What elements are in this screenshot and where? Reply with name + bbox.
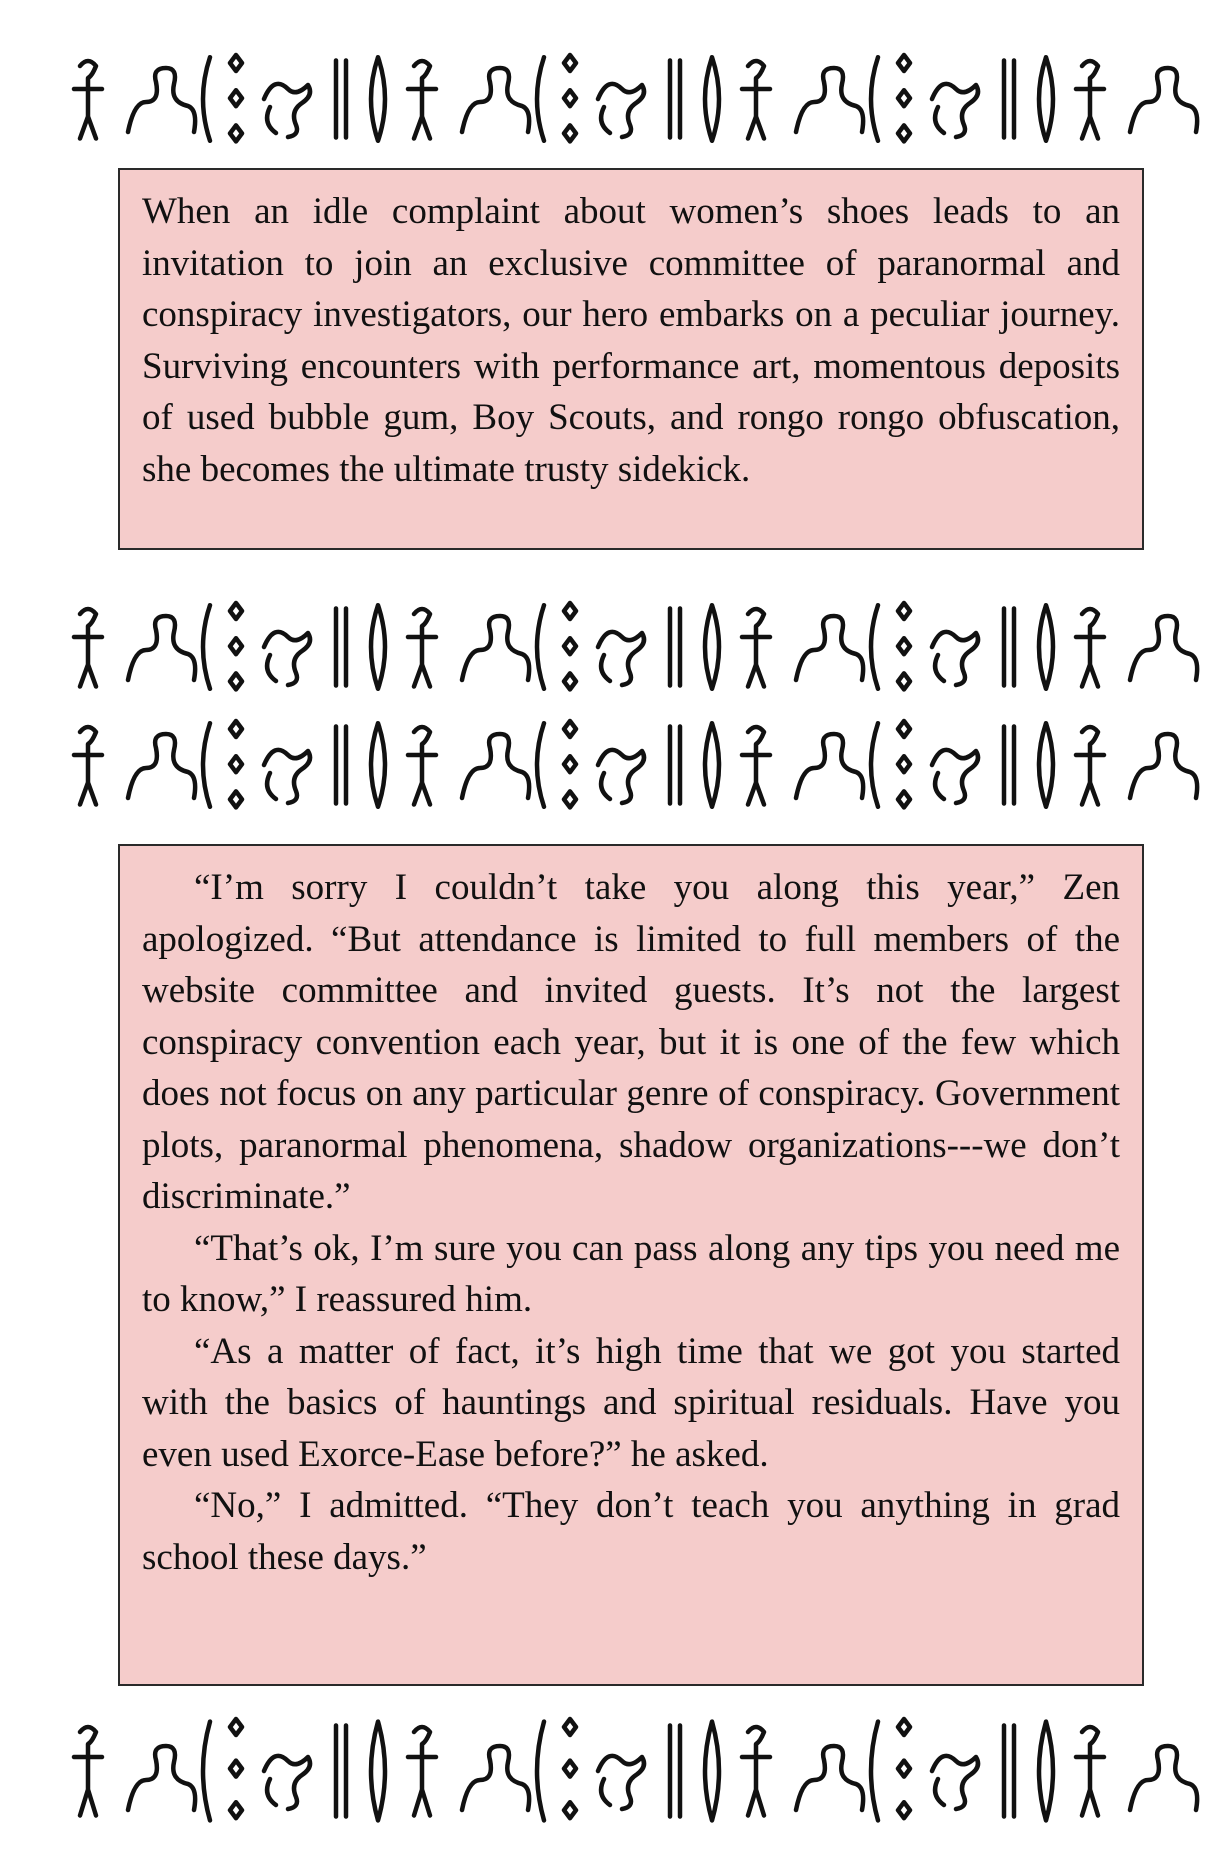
rongorongo-glyph-icon xyxy=(742,727,770,805)
rongorongo-glyph-icon xyxy=(203,605,210,689)
rongorongo-glyph-icon xyxy=(371,57,385,141)
rongorongo-glyph-icon xyxy=(462,734,529,798)
excerpt-paragraph: “I’m sorry I couldn’t take you along this year,” Zen apologized. “But attendance is limited to full members of the website committee and invited guests. It’s not the largest conspiracy convention each year, but it is one of the few which does not focus on any particular genre of conspiracy. Government plots, paranormal phenomena, shadow organizations---we don’t discriminate.” xyxy=(142,867,1120,1217)
rongorongo-glyph-icon xyxy=(128,616,195,680)
rongorongo-glyph-icon xyxy=(598,750,644,803)
rongorongo-glyph-icon xyxy=(1076,609,1104,687)
rongorongo-glyph-icon xyxy=(74,727,102,805)
rongorongo-glyph-icon xyxy=(932,84,978,137)
rongorongo-glyph-row-bottom xyxy=(0,1706,1224,1836)
rongorongo-glyph-icon xyxy=(670,727,680,804)
glyph-row-middle-1-svg xyxy=(0,592,1224,702)
rongorongo-glyph-icon xyxy=(74,609,102,687)
rongorongo-glyph-icon xyxy=(932,632,978,685)
rongorongo-glyph-icon xyxy=(1076,1727,1104,1816)
rongorongo-glyph-row-middle-2 xyxy=(0,710,1224,820)
rongorongo-glyph-icon xyxy=(1130,616,1197,680)
rongorongo-glyph-icon xyxy=(1004,1726,1014,1817)
glyph-row-top-svg xyxy=(0,44,1224,154)
rongorongo-glyph-icon xyxy=(230,1719,242,1818)
rongorongo-glyph-icon xyxy=(371,605,385,689)
rongorongo-glyph-icon xyxy=(1004,609,1014,686)
rongorongo-glyph-icon xyxy=(705,1722,719,1821)
blurb-box xyxy=(118,168,1144,550)
rongorongo-glyph-icon xyxy=(1004,61,1014,138)
rongorongo-glyph-icon xyxy=(408,609,436,687)
rongorongo-glyph-icon xyxy=(796,68,863,132)
rongorongo-glyph-icon xyxy=(408,1727,436,1816)
rongorongo-glyph-icon xyxy=(871,605,878,689)
rongorongo-glyph-icon xyxy=(1130,1746,1197,1810)
rongorongo-glyph-icon xyxy=(932,1756,978,1809)
excerpt-paragraph: “As a matter of fact, it’s high time that we got you started with the basics of hauntings and spiritual residuals. Have you even used Exorce-Ease before?” he asked. xyxy=(142,1330,1120,1475)
rongorongo-glyph-icon xyxy=(371,1722,385,1821)
rongorongo-glyph-icon xyxy=(898,55,910,141)
excerpt-paragraph: “That’s ok, I’m sure you can pass along any tips you need me to know,” I reassured him. xyxy=(142,1227,1120,1320)
rongorongo-glyph-icon xyxy=(1130,68,1197,132)
rongorongo-glyph-icon xyxy=(203,57,210,141)
rongorongo-glyph-icon xyxy=(871,723,878,807)
rongorongo-glyph-icon xyxy=(1130,734,1197,798)
rongorongo-glyph-icon xyxy=(598,632,644,685)
rongorongo-glyph-icon xyxy=(408,727,436,805)
rongorongo-glyph-icon xyxy=(564,721,576,807)
rongorongo-glyph-icon xyxy=(796,734,863,798)
rongorongo-glyph-icon xyxy=(128,68,195,132)
rongorongo-glyph-icon xyxy=(230,603,242,689)
rongorongo-glyph-icon xyxy=(598,84,644,137)
rongorongo-glyph-icon xyxy=(705,605,719,689)
rongorongo-glyph-row-middle-1 xyxy=(0,592,1224,702)
rongorongo-glyph-icon xyxy=(537,605,544,689)
rongorongo-glyph-icon xyxy=(74,61,102,139)
excerpt-paragraph: “No,” I admitted. “They don’t teach you anything in grad school these days.” xyxy=(142,1485,1120,1578)
rongorongo-glyph-icon xyxy=(1039,605,1053,689)
rongorongo-glyph-icon xyxy=(898,721,910,807)
rongorongo-glyph-icon xyxy=(898,1719,910,1818)
rongorongo-glyph-icon xyxy=(230,721,242,807)
rongorongo-glyph-icon xyxy=(742,609,770,687)
glyph-row-middle-2-svg xyxy=(0,710,1224,820)
rongorongo-glyph-icon xyxy=(670,61,680,138)
rongorongo-glyph-icon xyxy=(871,57,878,141)
rongorongo-glyph-icon xyxy=(1004,727,1014,804)
rongorongo-glyph-icon xyxy=(705,57,719,141)
rongorongo-glyph-icon xyxy=(670,1726,680,1817)
rongorongo-glyph-icon xyxy=(598,1756,644,1809)
rongorongo-glyph-icon xyxy=(871,1722,878,1821)
rongorongo-glyph-icon xyxy=(336,609,346,686)
rongorongo-glyph-icon xyxy=(1039,57,1053,141)
rongorongo-glyph-icon xyxy=(462,68,529,132)
rongorongo-glyph-icon xyxy=(1039,723,1053,807)
excerpt-box xyxy=(118,844,1144,1686)
rongorongo-glyph-icon xyxy=(796,616,863,680)
rongorongo-glyph-icon xyxy=(462,1746,529,1810)
rongorongo-glyph-icon xyxy=(462,616,529,680)
rongorongo-glyph-icon xyxy=(670,609,680,686)
rongorongo-glyph-icon xyxy=(564,55,576,141)
rongorongo-glyph-icon xyxy=(932,750,978,803)
rongorongo-glyph-row-top xyxy=(0,44,1224,154)
rongorongo-glyph-icon xyxy=(1076,61,1104,139)
rongorongo-glyph-icon xyxy=(796,1746,863,1810)
rongorongo-glyph-icon xyxy=(264,632,310,685)
rongorongo-glyph-icon xyxy=(230,55,242,141)
rongorongo-glyph-icon xyxy=(1076,727,1104,805)
rongorongo-glyph-icon xyxy=(742,61,770,139)
rongorongo-glyph-icon xyxy=(371,723,385,807)
rongorongo-glyph-icon xyxy=(264,750,310,803)
rongorongo-glyph-icon xyxy=(74,1727,102,1816)
rongorongo-glyph-icon xyxy=(564,1719,576,1818)
rongorongo-glyph-icon xyxy=(203,723,210,807)
rongorongo-glyph-icon xyxy=(203,1722,210,1821)
rongorongo-glyph-icon xyxy=(705,723,719,807)
rongorongo-glyph-icon xyxy=(742,1727,770,1816)
rongorongo-glyph-icon xyxy=(336,727,346,804)
rongorongo-glyph-icon xyxy=(336,1726,346,1817)
rongorongo-glyph-icon xyxy=(537,57,544,141)
rongorongo-glyph-icon xyxy=(898,603,910,689)
rongorongo-glyph-icon xyxy=(564,603,576,689)
glyph-row-bottom-svg xyxy=(0,1706,1224,1836)
rongorongo-glyph-icon xyxy=(128,734,195,798)
rongorongo-glyph-icon xyxy=(537,1722,544,1821)
rongorongo-glyph-icon xyxy=(537,723,544,807)
blurb-text: When an idle complaint about women’s shoes leads to an invitation to join an exclusive committee of paranormal and conspiracy investigators, our hero embarks on a peculiar journey. Surviving encounters with performance art, momentous deposits of used bubble gum, Boy Scouts, and rongo rongo obfuscation, she becomes the ultimate trusty sidekick. xyxy=(142,191,1120,490)
rongorongo-glyph-icon xyxy=(1039,1722,1053,1821)
rongorongo-glyph-icon xyxy=(264,84,310,137)
rongorongo-glyph-icon xyxy=(264,1756,310,1809)
rongorongo-glyph-icon xyxy=(128,1746,195,1810)
rongorongo-glyph-icon xyxy=(336,61,346,138)
rongorongo-glyph-icon xyxy=(408,61,436,139)
